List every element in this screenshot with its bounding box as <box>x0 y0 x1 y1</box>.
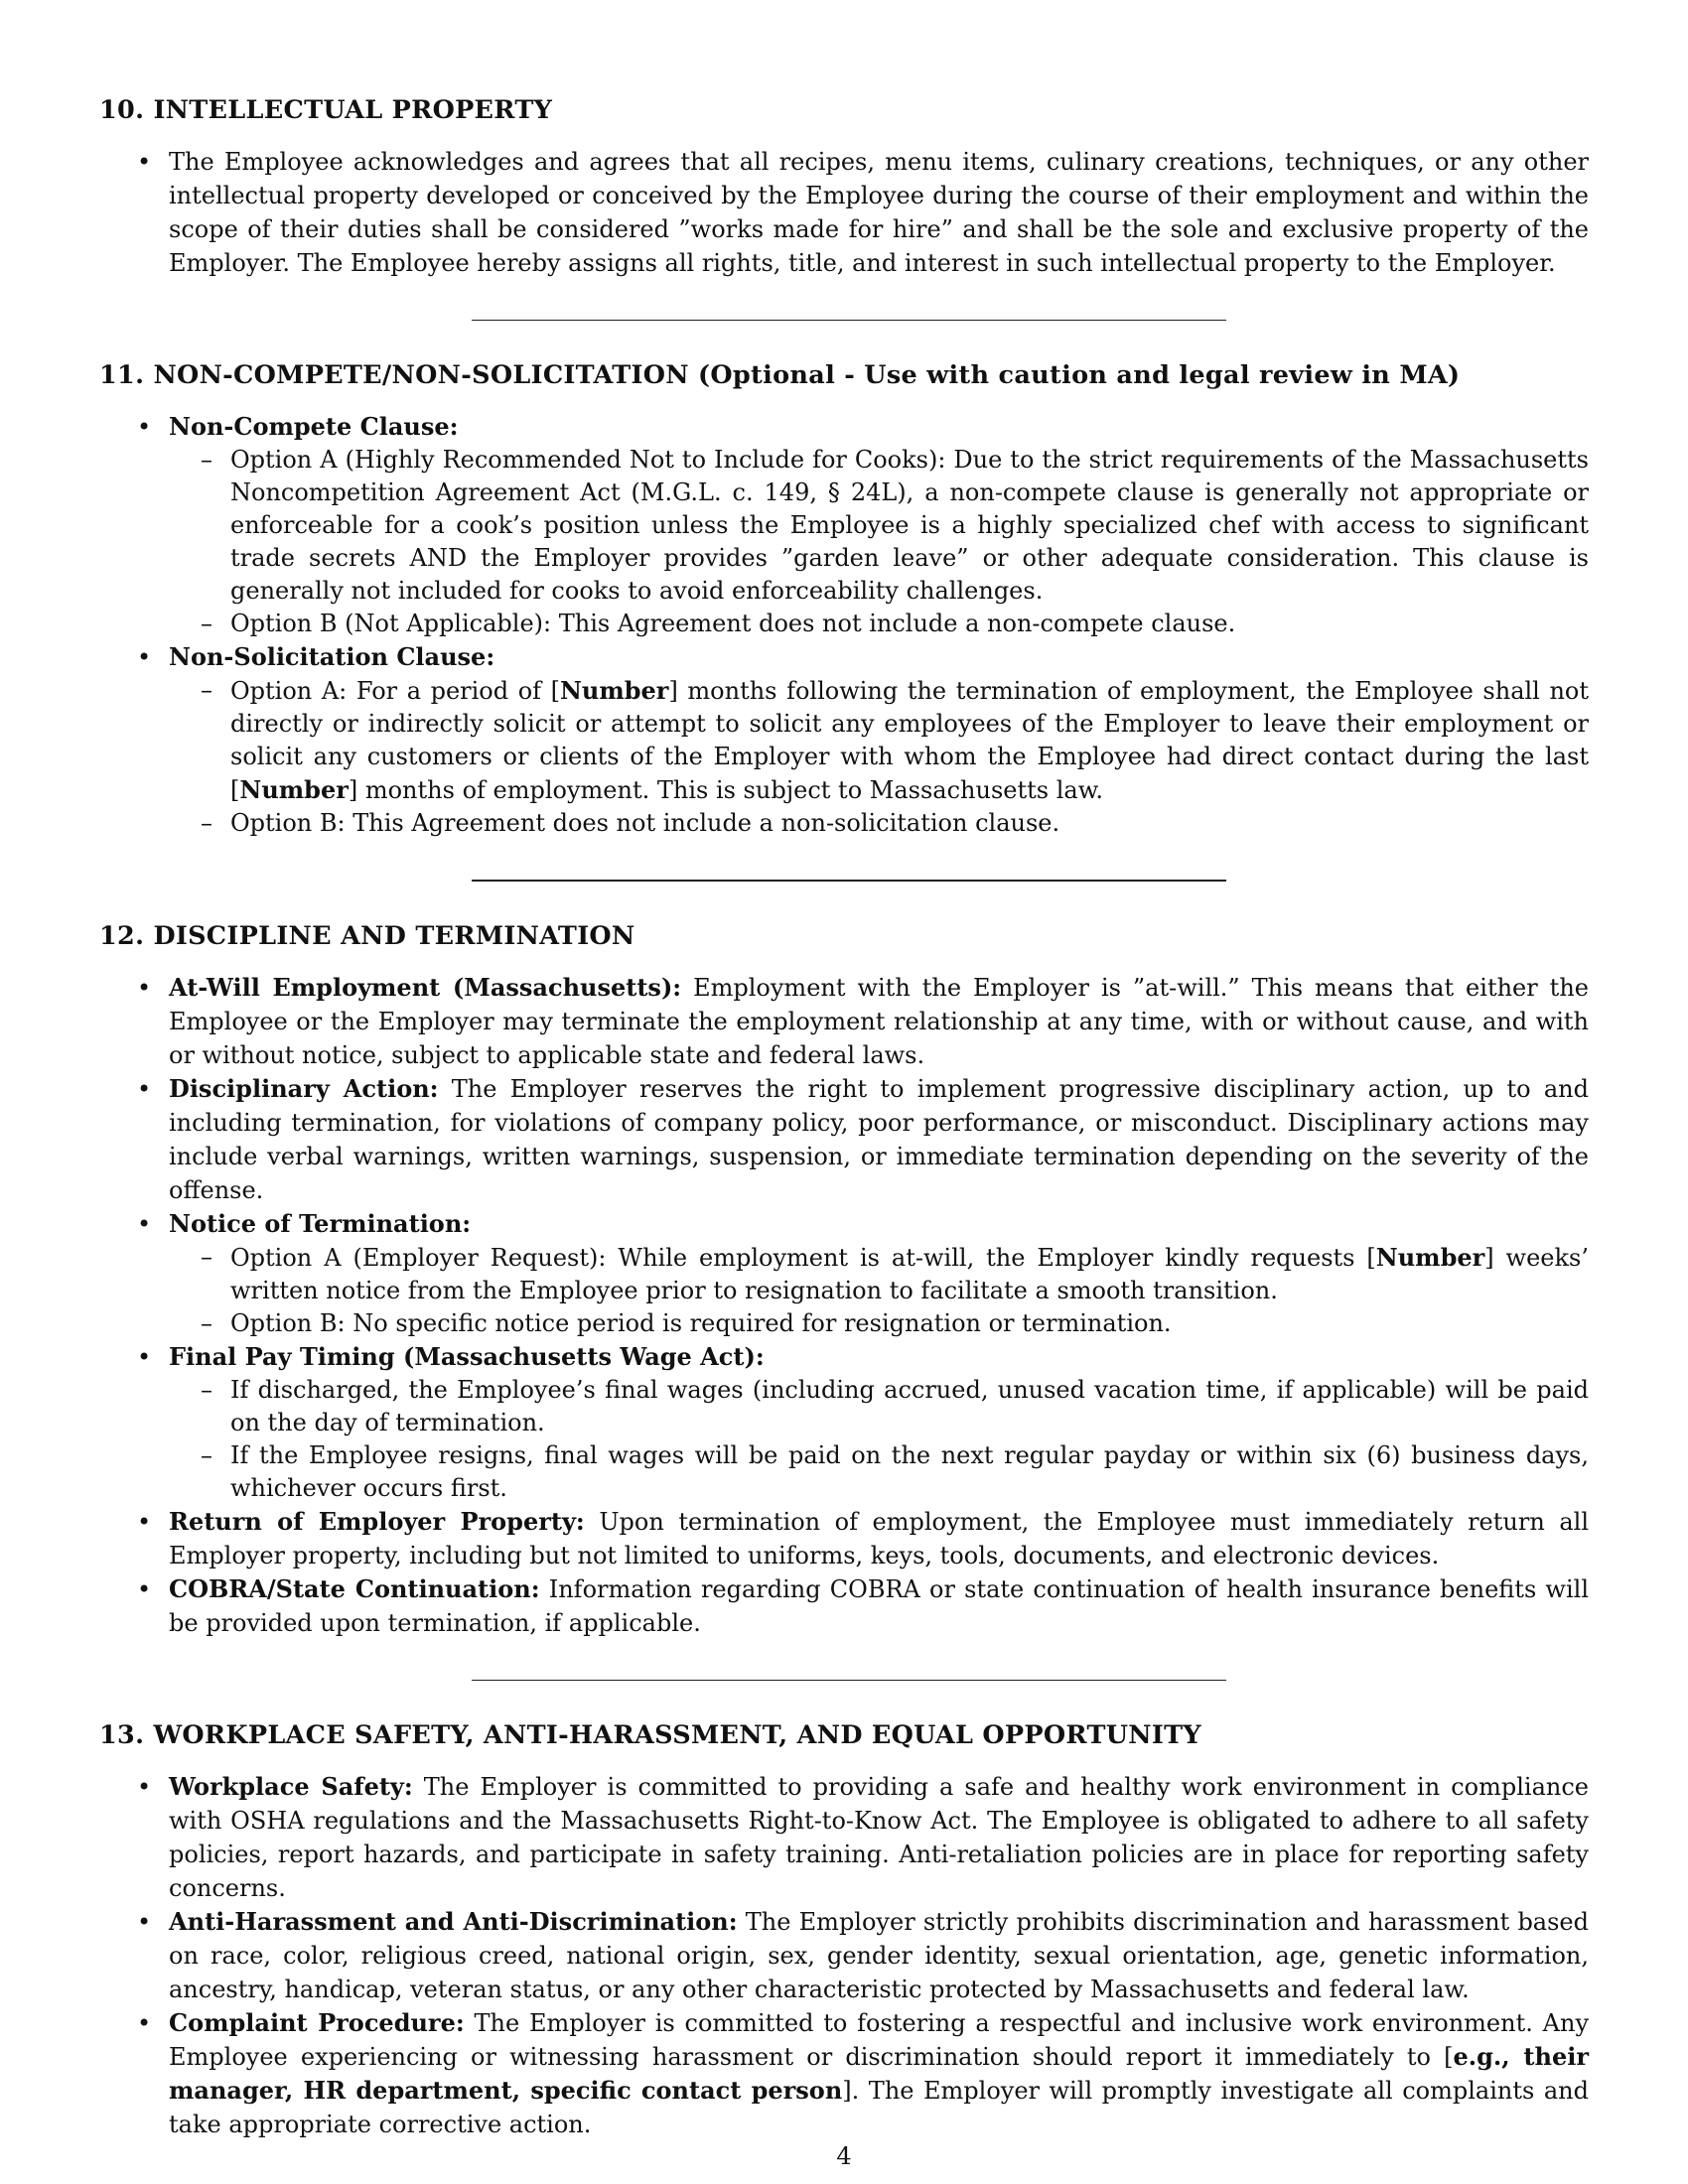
non-solicitation-options <box>169 674 1589 840</box>
placeholder-number: Number <box>559 676 669 705</box>
section-divider <box>472 880 1226 882</box>
notice-options <box>169 1241 1589 1340</box>
return-property-text: Upon termination of employment, the Employee must immediately return all Employer property, including but not limited to uniforms, keys, tools, documents, and electronic devices. <box>169 1508 1589 1570</box>
list-item <box>99 971 1589 1072</box>
list-item <box>99 1340 1589 1505</box>
workplace-safety-text: The Employer is committed to providing a safe and healthy work environment in compliance with OSHA regulations and the Massachusetts Right-to-Know Act. The Employee is obligated to adhere to all safety policies, report hazards, and participate in safety training. Anti-retaliation policies are in place for reporting safety concerns. <box>169 1773 1590 1902</box>
cobra-label: COBRA/State Continuation: <box>169 1574 540 1603</box>
list-item <box>99 1072 1589 1207</box>
document-page <box>99 95 1589 2141</box>
section-12-list <box>99 971 1589 1640</box>
section-13-title: 13. WORKPLACE SAFETY, ANTI-HARASSMENT, AND EQUAL OPPORTUNITY <box>99 1720 1201 1750</box>
non-solicitation-label: Non-Solicitation Clause: <box>169 642 495 671</box>
complaint-text: The Employer is committed to fostering a respectful and inclusive work environment. Any Employee experiencing or witnessing harassment or discrimination should report it immediately to [ <box>169 2009 1590 2071</box>
non-solicitation-option-b: Option B: This Agreement does not include a non-solicitation clause. <box>230 809 1060 837</box>
anti-harassment-text: The Employer strictly prohibits discrimination and harassment based on race, color, religious creed, national origin, sex, gender identity, sexual orientation, age, genetic information, ancestry, handicap, veteran status, or any other characteristic protected by Massachusetts and federal law. <box>169 1908 1589 2003</box>
section-10-title: 10. INTELLECTUAL PROPERTY <box>99 95 553 125</box>
final-pay-resigns: If the Employee resigns, final wages will be paid on the next regular payday or within six (6) business days, whichever occurs first. <box>230 1441 1589 1502</box>
notice-option-b: Option B: No specific notice period is required for resignation or termination. <box>230 1309 1172 1337</box>
list-item <box>99 1905 1589 2006</box>
non-solicitation-option-a: Option A: For a period of [Number] months following the termination of employment, the Employee shall not directly or indirectly solicit or attempt to solicit any employees of the Employer to leave their employment or solicit any customers or clients of the Employer with whom the Employee had direct contact during the last [Number] months of employment. This is subject to Massachusetts law. <box>230 676 1589 804</box>
list-item <box>169 674 1589 807</box>
non-compete-option-a: Option A (Highly Recommended Not to Include for Cooks): Due to the strict requirements of the Massachusetts Noncompetition Agreement Act (M.G.L. c. 149, § 24L), a non-compete clause is generally not appropriate or enforceable for a cook’s position unless the Employee is a highly specialized chef with access to significant trade secrets AND the Employer provides ”garden leave” or other adequate consideration. This clause is generally not included for cooks to avoid enforceability challenges. <box>230 446 1589 605</box>
at-will-text: Employment with the Employer is ”at-will.” This means that either the Employee or the Employer may terminate the employment relationship at any time, with or without cause, and with or without notice, subject to applicable state and federal laws. <box>169 974 1589 1069</box>
final-pay-options <box>169 1374 1589 1505</box>
section-divider <box>472 1680 1226 1681</box>
non-compete-options <box>169 444 1589 640</box>
list-item <box>99 145 1589 280</box>
list-item <box>169 807 1589 840</box>
workplace-safety-label: Workplace Safety: <box>169 1772 413 1801</box>
section-11-list <box>99 410 1589 840</box>
section-11-title: 11. NON-COMPETE/NON-SOLICITATION (Optional - Use with caution and legal review in MA) <box>99 360 1461 390</box>
placeholder-number: Number <box>239 775 349 804</box>
final-pay-label: Final Pay Timing (Massachusetts Wage Act): <box>169 1342 765 1371</box>
list-item <box>99 410 1589 640</box>
section-divider <box>472 320 1226 321</box>
at-will-label: At-Will Employment (Massachusetts): <box>169 973 682 1002</box>
return-property-label: Return of Employer Property: <box>169 1507 585 1536</box>
disciplinary-label: Disciplinary Action: <box>169 1074 439 1103</box>
page-number: 4 <box>836 2142 852 2170</box>
anti-harassment-label: Anti-Harassment and Anti-Discrimination: <box>169 1907 738 1936</box>
section-12-title: 12. DISCIPLINE AND TERMINATION <box>99 921 635 951</box>
list-item <box>99 1207 1589 1340</box>
list-item <box>99 1505 1589 1572</box>
section-10-list <box>99 145 1589 280</box>
disciplinary-text: The Employer reserves the right to implement progressive disciplinary action, up to and including termination, for violations of company policy, poor performance, or misconduct. Disciplinary actions may include verbal warnings, written warnings, suspension, or immediate termination depending on the severity of the offense. <box>169 1075 1589 1204</box>
placeholder-number: Number <box>1375 1243 1485 1272</box>
final-pay-discharged: If discharged, the Employee’s final wages (including accrued, unused vacation time, if applicable) will be paid on the day of termination. <box>230 1376 1589 1436</box>
notice-option-a: Option A (Employer Request): While employment is at-will, the Employer kindly requests [Number] weeks’ written notice from the Employee prior to resignation to facilitate a smooth transition. <box>230 1243 1589 1304</box>
list-item <box>169 1241 1589 1307</box>
list-item <box>169 1439 1589 1505</box>
non-compete-label: Non-Compete Clause: <box>169 412 459 441</box>
section-13-list <box>99 1770 1589 2141</box>
notice-label: Notice of Termination: <box>169 1209 472 1238</box>
list-item <box>169 444 1589 608</box>
complaint-text-end: ]. The Employer will promptly investigate all complaints and take appropriate corrective action. <box>169 2077 1589 2138</box>
non-compete-option-b: Option B (Not Applicable): This Agreement does not include a non-compete clause. <box>230 610 1236 637</box>
list-item <box>99 1572 1589 1640</box>
cobra-text: Information regarding COBRA or state continuation of health insurance benefits will be provided upon termination, if applicable. <box>169 1575 1589 1637</box>
list-item <box>169 1307 1589 1340</box>
list-item <box>99 1770 1589 1905</box>
complaint-contact-placeholder: e.g., their manager, HR department, specific contact person <box>169 2042 1589 2105</box>
complaint-label: Complaint Procedure: <box>169 2008 465 2037</box>
list-item <box>99 2006 1589 2141</box>
list-item <box>169 608 1589 640</box>
ip-paragraph: The Employee acknowledges and agrees that all recipes, menu items, culinary creations, techniques, or any other intellectual property developed or conceived by the Employee during the course of their employment and within the scope of their duties shall be considered ”works made for hire” and shall be the sole and exclusive property of the Employer. The Employee hereby assigns all rights, title, and interest in such intellectual property to the Employer. <box>169 148 1589 277</box>
list-item <box>169 1374 1589 1439</box>
list-item <box>99 640 1589 840</box>
